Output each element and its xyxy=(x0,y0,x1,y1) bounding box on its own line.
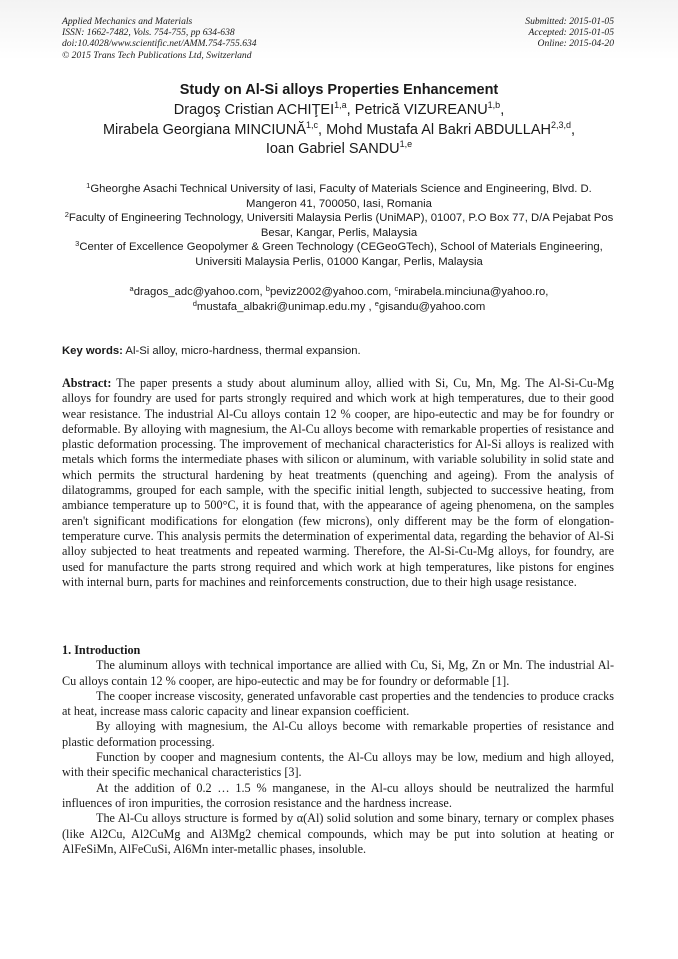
keywords-line xyxy=(62,344,616,359)
issn-line: ISSN: 1662-7482, Vols. 754-755, pp 634-638 xyxy=(62,27,235,39)
affiliation: $^3$Center of Excellence Geopolymer & Green Technology (CEGeoGTech), School of Materials Engineering, Universiti Malaysia Perlis, 01000 Kangar, Perlis, Malaysia xyxy=(75,239,603,268)
paragraph: The cooper increase viscosity, generated unfavorable cast properties and the tendencies to produce cracks at heat, increase mass caloric capacity and linear expansion coefficient. xyxy=(62,688,614,719)
email-list xyxy=(62,285,616,314)
paragraph: The aluminum alloys with technical importance are allied with Cu, Si, Mg, Zn or Mn. The industrial Al-Cu alloys contain 12 % cooper, are hipo-eutectic and may be for foundry or deformable [1]. xyxy=(62,658,614,688)
author: Mohd Mustafa Al Bakri ABDULLAH$^{2,3,d}$, xyxy=(326,119,576,138)
paper-title: Study on Al-Si alloys Properties Enhancement xyxy=(179,82,499,98)
copyright-line: © 2015 Trans Tech Publications Ltd, Switzerland xyxy=(62,49,252,61)
section-heading: 1. Introduction xyxy=(62,643,141,657)
affiliation: $^2$Faculty of Engineering Technology, Universiti Malaysia Perlis (UniMAP), 01007, P.O Box 77, D/A Pejabat Pos Besar, Kangar, Perlis, Malaysia xyxy=(64,210,614,239)
accepted-date: Accepted: 2015-01-05 xyxy=(528,27,614,39)
email[interactable]: $^d$mustafa_albakri@unimap.edu.my , xyxy=(192,298,375,313)
affiliation-list xyxy=(62,182,616,270)
email[interactable]: $^b$peviz2002@yahoo.com, xyxy=(265,284,395,298)
paragraph: By alloying with magnesium, the Al-Cu alloys become with remarkable properties of resistance and plastic deformation processing. xyxy=(62,719,614,749)
abstract-text: The paper presents a study about aluminum alloy, allied with Si, Cu, Mn, Mg. The Al-Si-Cu-Mg alloys for foundry are used for parts strongly required and which work at high temperatures, due to their good wear resistance. The industrial Al-Cu alloys contain 12 % cooper, are hipo-eutectic and may be for foundry or deformable. By alloying with magnesium, the Al-Cu alloys become with remarkable properties of resistance and plastic deformation processing. The improvement of mechanical characteristics for Al-Si alloys is realized with metals which forms the intermediate phases with silicon or aluminum, with variable solubility in solid state and which permits the structural hardening by heat treatments (quenching and ageing). From the analysis of dilatogramms, grouped for each sample, with the specific initial length, subjected to successive heating, from ambiance temperature up to 500°C, it is found that, with the appearance of ageing phenomena, on the samples aren't significant modifications for elongation (few microns), only different may be the form of elongation-temperature curve. This analysis permits the determination of experimental data, regarding the behavior of Al-Si alloy subjected to heat treatments and repeated warming. Therefore, the Al-Si-Cu-Mg alloys, for foundry, are used for manufacture the parts strong required and which work at high temperatures, like pistons for engines with internal burn, parts for machines and reinforcements construction, due to their high usage resistance. xyxy=(62,376,614,589)
journal-name: Applied Mechanics and Materials xyxy=(62,16,193,27)
email[interactable]: $^e$gisandu@yahoo.com xyxy=(374,298,486,313)
paragraph: Function by cooper and magnesium contents, the Al-Cu alloys may be low, medium and high alloyed, with their specific mechanical characteristics [3]. xyxy=(62,750,614,780)
submitted-date: Submitted: 2015-01-05 xyxy=(525,16,614,27)
keywords-label: Key words: xyxy=(62,345,123,357)
author: Dragoş Cristian ACHIŢEI$^{1,a}$, xyxy=(173,100,355,118)
abstract-label: Abstract: xyxy=(62,376,112,390)
email[interactable]: $^c$mirabela.minciuna@yahoo.ro, xyxy=(394,284,549,298)
email[interactable]: $^a$dragos_adc@yahoo.com, xyxy=(129,284,266,298)
paragraph: At the addition of 0.2 … 1.5 % manganese, in the Al-cu alloys should be neutralized the harmful influences of iron impurities, the corrosion resistance and the hardness increase. xyxy=(62,780,614,810)
affiliation: $^1$Gheorghe Asachi Technical University of Iasi, Faculty of Materials Science and Engineering, Blvd. D. Mangeron 41, 700050, Iasi, Romania xyxy=(86,181,592,210)
author: Mirabela Georgiana MINCIUNĂ$^{1,c}$, xyxy=(102,119,327,138)
doi-line[interactable]: doi:10.4028/www.scientific.net/AMM.754-755.634 xyxy=(62,38,257,50)
author: Ioan Gabriel SANDU$^{1,e}$ xyxy=(265,139,413,157)
keywords-text: Al-Si alloy, micro-hardness, thermal expansion. xyxy=(125,345,361,357)
introduction-section xyxy=(62,643,614,857)
author: Petrică VIZUREANU$^{1,b}$, xyxy=(354,100,505,118)
online-date: Online: 2015-04-20 xyxy=(537,38,614,50)
abstract xyxy=(62,376,614,590)
dates-info xyxy=(525,16,614,50)
author-list xyxy=(60,101,618,160)
paragraph: The Al-Cu alloys structure is formed by α(Al) solid solution and some binary, ternary or complex phases (like Al2Cu, Al2CuMg and Al3Mg2 chemical compounds, which may be put into solution at heating or AlFeSiMn, AlFeCuSi, Al6Mn inter-metallic phases, insoluble. xyxy=(62,811,614,856)
journal-info xyxy=(62,16,257,61)
